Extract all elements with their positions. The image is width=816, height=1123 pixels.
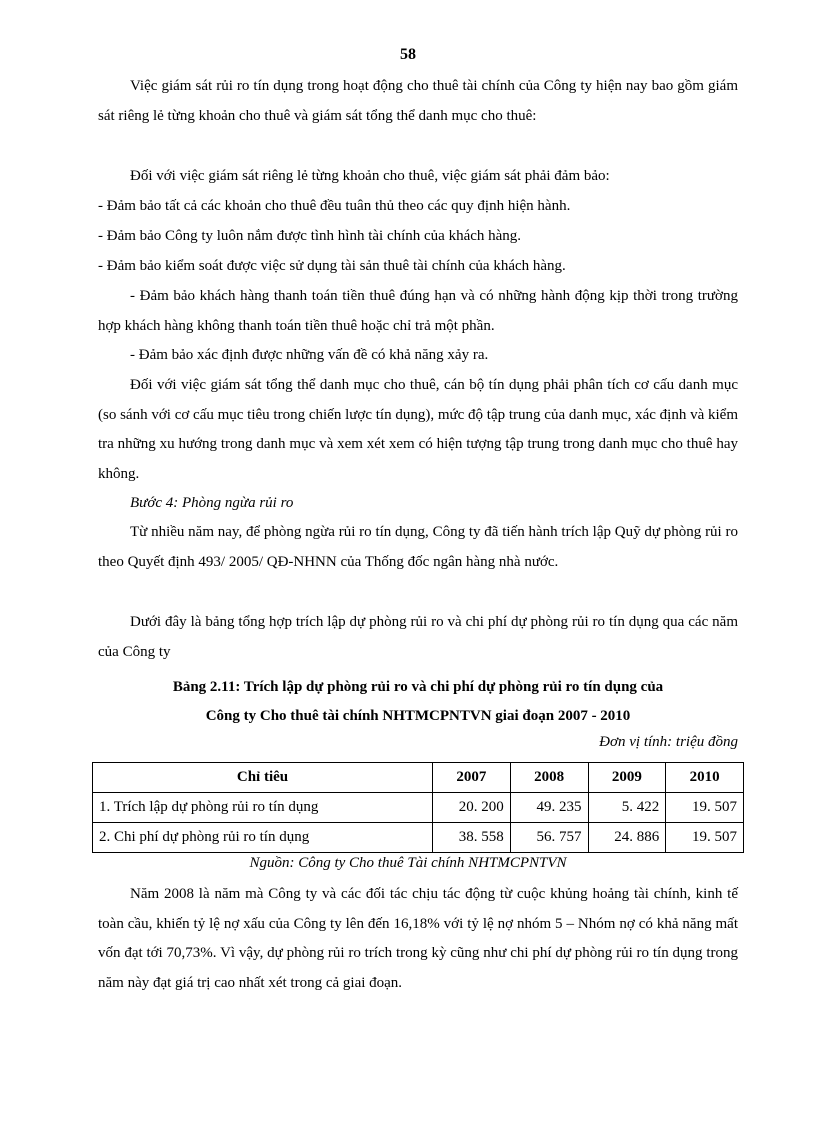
paragraph-monitoring-intro: Việc giám sát rủi ro tín dụng trong hoạt động cho thuê tài chính của Công ty hiện nay bao gồm giám sát riêng lẻ từng khoản cho thuê và giám sát tổng thể danh mục cho thuê:	[98, 78, 738, 124]
table-cell: 24. 886	[588, 823, 666, 853]
table-cell: 49. 235	[510, 793, 588, 823]
paragraph-provision-fund: Từ nhiều năm nay, để phòng ngừa rủi ro tín dụng, Công ty đã tiến hành trích lập Quỹ dự phòng rủi ro theo Quyết định 493/ 2005/ QĐ-NHNN của Thống đốc ngân hàng nhà nước.	[98, 524, 738, 570]
table-source: Nguồn: Công ty Cho thuê Tài chính NHTMCPNTVN	[249, 855, 567, 871]
row-label: 2. Chi phí dự phòng rủi ro tín dụng	[93, 823, 433, 853]
table-cell: 20. 200	[433, 793, 511, 823]
paragraph-2008-analysis: Năm 2008 là năm mà Công ty và các đối tác chịu tác động từ cuộc khủng hoảng tài chính, kinh tế toàn cầu, khiến tỷ lệ nợ xấu của Công ty lên đến 16,18% với tỷ lệ nợ nhóm 5 – Nhóm nợ có khả năng mất vốn đạt tới 70,73%. Vì vậy, dự phòng rủi ro trích trong kỳ cũng như chi phí dự phòng rủi ro tín dụng trong năm này đạt giá trị cao nhất xét trong cả giai đoạn.	[98, 886, 738, 991]
step4-heading: Bước 4: Phòng ngừa rủi ro	[130, 495, 294, 511]
table-title-line1: Bảng 2.11: Trích lập dự phòng rủi ro và chi phí dự phòng rủi ro tín dụng của	[172, 679, 664, 695]
bullet-issue-identification: - Đảm bảo xác định được những vấn đề có khả năng xảy ra.	[130, 347, 489, 363]
header-cell-2009: 2009	[588, 763, 666, 793]
table-cell: 38. 558	[433, 823, 511, 853]
bullet-asset-usage: - Đảm bảo kiểm soát được việc sử dụng tài sản thuê tài chính của khách hàng.	[98, 258, 566, 274]
header-cell-indicator: Chỉ tiêu	[93, 763, 433, 793]
table-unit: Đơn vị tính: triệu đồng	[599, 734, 738, 750]
header-cell-2010: 2010	[666, 763, 744, 793]
paragraph-individual-monitoring: Đối với việc giám sát riêng lẻ từng khoản cho thuê, việc giám sát phải đảm bảo:	[130, 168, 610, 184]
table-header-row	[93, 763, 744, 793]
table-cell: 5. 422	[588, 793, 666, 823]
paragraph-table-intro: Dưới đây là bảng tổng hợp trích lập dự phòng rủi ro và chi phí dự phòng rủi ro tín dụng qua các năm của Công ty	[98, 614, 738, 660]
paragraph-portfolio-monitoring: Đối với việc giám sát tổng thể danh mục cho thuê, cán bộ tín dụng phải phân tích cơ cấu danh mục (so sánh với cơ cấu mục tiêu trong chiến lược tín dụng), mức độ tập trung của danh mục, xác định và kiểm tra những xu hướng trong danh mục và xem xét xem có hiện tượng tập trung trong danh mục cho thuê hay không.	[98, 377, 738, 482]
header-cell-2008: 2008	[510, 763, 588, 793]
table-title-line2: Công ty Cho thuê tài chính NHTMCPNTVN giai đoạn 2007 - 2010	[205, 708, 631, 724]
table-cell: 19. 507	[666, 823, 744, 853]
bullet-compliance: - Đảm bảo tất cả các khoản cho thuê đều tuân thủ theo các quy định hiện hành.	[98, 198, 571, 214]
table-cell: 19. 507	[666, 793, 744, 823]
table-row	[93, 793, 744, 823]
table-row	[93, 823, 744, 853]
row-label: 1. Trích lập dự phòng rủi ro tín dụng	[93, 793, 433, 823]
table-cell: 56. 757	[510, 823, 588, 853]
header-cell-2007: 2007	[433, 763, 511, 793]
page-number: 58	[400, 46, 416, 63]
bullet-payment: - Đảm bảo khách hàng thanh toán tiền thuê đúng hạn và có những hành động kịp thời trong trường hợp khách hàng không thanh toán tiền thuê hoặc chỉ trả một phần.	[98, 288, 738, 334]
provision-table	[92, 762, 744, 853]
bullet-financial-status: - Đảm bảo Công ty luôn nắm được tình hình tài chính của khách hàng.	[98, 228, 522, 244]
